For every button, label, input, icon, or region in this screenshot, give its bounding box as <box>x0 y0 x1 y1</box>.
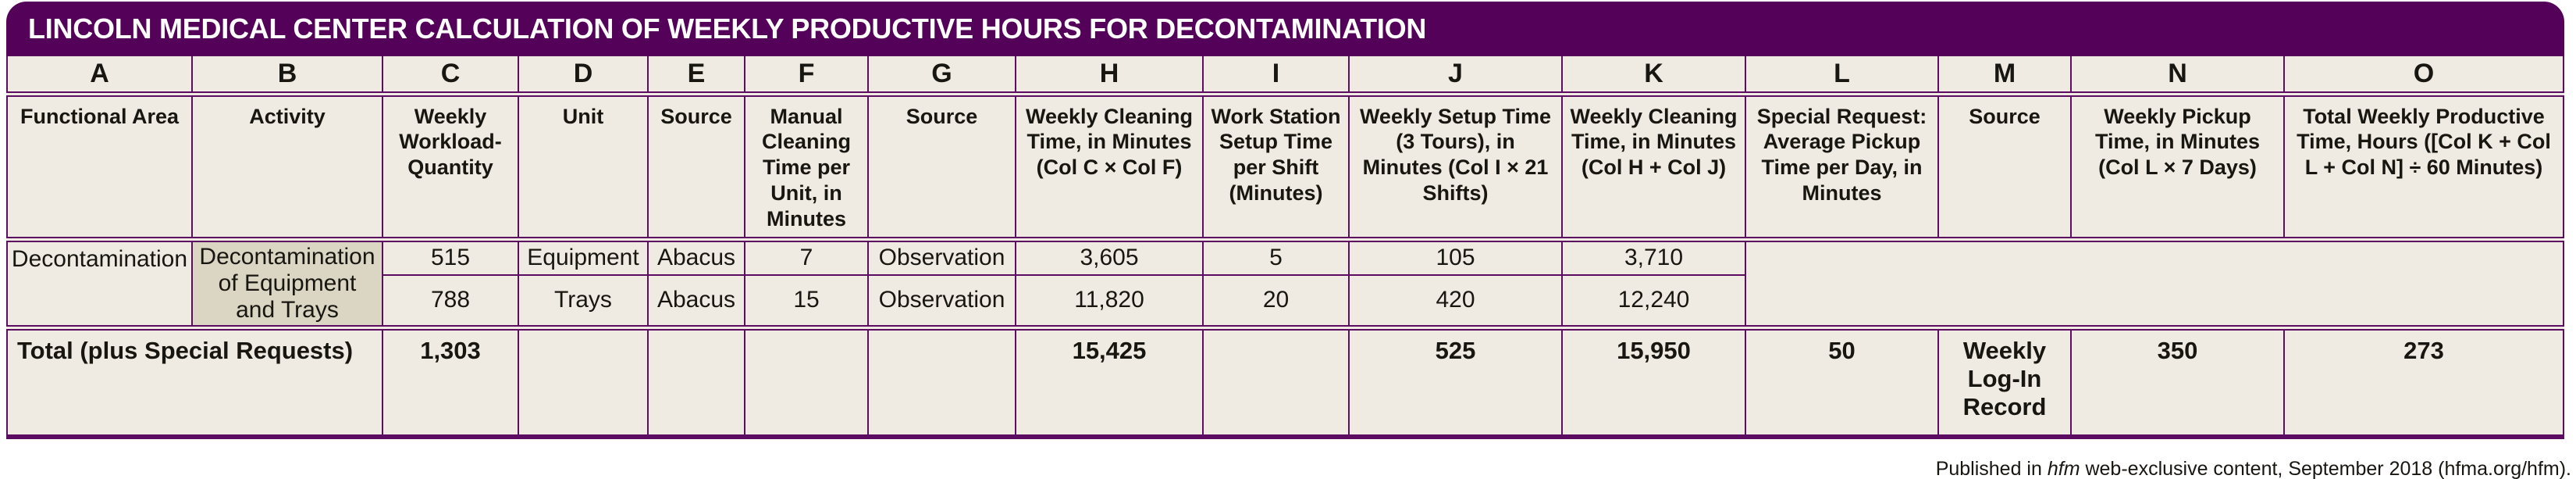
cell-total-setup-shift-empty <box>1203 327 1349 437</box>
col-header-work-station-setup: Work Station Setup Time per Shift (Minutes) <box>1203 94 1349 239</box>
cell-r2-workload: 788 <box>382 275 518 327</box>
cell-total-workload: 1,303 <box>382 327 518 437</box>
col-header-special-request: Special Request: Average Pickup Time per Day, in Minutes <box>1745 94 1938 239</box>
table-title-bar <box>6 2 2564 56</box>
cell-functional-area: Decontamination <box>7 239 192 327</box>
col-letter-j: J <box>1349 56 1562 94</box>
column-header-row <box>7 94 2564 239</box>
calculation-table <box>6 56 2564 439</box>
cell-r1-unit: Equipment <box>518 239 648 275</box>
col-letter-h: H <box>1016 56 1203 94</box>
cell-total-unit-empty <box>518 327 648 437</box>
col-header-manual-cleaning-time: Manual Cleaning Time per Unit, in Minutes <box>745 94 868 239</box>
col-letter-g: G <box>868 56 1016 94</box>
data-row-equipment <box>7 239 2564 275</box>
cell-r1-weekly-cleaning-h: 3,605 <box>1016 239 1203 275</box>
col-header-unit: Unit <box>518 94 648 239</box>
cell-total-manual-empty <box>745 327 868 437</box>
cell-merged-l-to-o-empty <box>1745 239 2564 327</box>
col-header-weekly-cleaning-time-k: Weekly Cleaning Time, in Minutes (Col H + Col J) <box>1562 94 1745 239</box>
journal-name: hfm <box>2047 458 2080 479</box>
col-letter-i: I <box>1203 56 1349 94</box>
col-header-weekly-cleaning-time-h: Weekly Cleaning Time, in Minutes (Col C × Col F) <box>1016 94 1203 239</box>
publication-source-note <box>1936 458 2571 479</box>
col-letter-m: M <box>1938 56 2071 94</box>
cell-total-special-request: 50 <box>1745 327 1938 437</box>
col-header-weekly-setup-time: Weekly Setup Time (3 Tours), in Minutes (Col I × 21 Shifts) <box>1349 94 1562 239</box>
col-header-source-m: Source <box>1938 94 2071 239</box>
cell-r2-setup-shift: 20 <box>1203 275 1349 327</box>
table-title: LINCOLN MEDICAL CENTER CALCULATION OF WEEKLY PRODUCTIVE HOURS FOR DECONTAMINATION <box>28 13 1427 45</box>
cell-total-source-e-empty <box>648 327 745 437</box>
cell-r2-weekly-cleaning-h: 11,820 <box>1016 275 1203 327</box>
col-header-total-weekly-productive: Total Weekly Productive Time, Hours ([Col K + Col L + Col N] ÷ 60 Minutes) <box>2284 94 2564 239</box>
col-header-source-e: Source <box>648 94 745 239</box>
cell-r1-setup-shift: 5 <box>1203 239 1349 275</box>
cell-total-weekly-pickup: 350 <box>2071 327 2284 437</box>
col-header-source-g: Source <box>868 94 1016 239</box>
cell-r2-manual-cleaning: 15 <box>745 275 868 327</box>
cell-r2-source-e: Abacus <box>648 275 745 327</box>
col-letter-f: F <box>745 56 868 94</box>
cell-r1-workload: 515 <box>382 239 518 275</box>
cell-r1-source-g: Observation <box>868 239 1016 275</box>
cell-activity: Decontamination of Equipment and Trays <box>192 239 382 327</box>
col-letter-b: B <box>192 56 382 94</box>
column-letter-row <box>7 56 2564 94</box>
cell-r1-weekly-setup: 105 <box>1349 239 1562 275</box>
col-header-functional-area: Functional Area <box>7 94 192 239</box>
cell-total-productive-hours: 273 <box>2284 327 2564 437</box>
cell-total-source-g-empty <box>868 327 1016 437</box>
total-row <box>7 327 2564 437</box>
cell-r2-unit: Trays <box>518 275 648 327</box>
cell-total-weekly-cleaning-k: 15,950 <box>1562 327 1745 437</box>
cell-r1-source-e: Abacus <box>648 239 745 275</box>
col-letter-o: O <box>2284 56 2564 94</box>
col-letter-c: C <box>382 56 518 94</box>
col-header-activity: Activity <box>192 94 382 239</box>
cell-r2-weekly-cleaning-k: 12,240 <box>1562 275 1745 327</box>
cell-total-weekly-cleaning-h: 15,425 <box>1016 327 1203 437</box>
cell-r1-weekly-cleaning-k: 3,710 <box>1562 239 1745 275</box>
cell-r2-source-g: Observation <box>868 275 1016 327</box>
cell-r2-weekly-setup: 420 <box>1349 275 1562 327</box>
col-header-weekly-pickup-time: Weekly Pickup Time, in Minutes (Col L × 7 Days) <box>2071 94 2284 239</box>
source-note-prefix: Published in <box>1935 458 2048 479</box>
col-letter-e: E <box>648 56 745 94</box>
cell-total-label: Total (plus Special Requests) <box>7 327 382 437</box>
col-letter-a: A <box>7 56 192 94</box>
cell-r1-manual-cleaning: 7 <box>745 239 868 275</box>
col-letter-n: N <box>2071 56 2284 94</box>
cell-total-weekly-setup: 525 <box>1349 327 1562 437</box>
cell-total-source-m: Weekly Log-In Record <box>1938 327 2071 437</box>
source-note-suffix: web-exclusive content, September 2018 (hfma.org/hfm). <box>2080 458 2571 479</box>
col-letter-k: K <box>1562 56 1745 94</box>
col-letter-d: D <box>518 56 648 94</box>
col-header-weekly-workload: Weekly Workload-Quantity <box>382 94 518 239</box>
col-letter-l: L <box>1745 56 1938 94</box>
calculation-table-figure <box>6 2 2564 439</box>
